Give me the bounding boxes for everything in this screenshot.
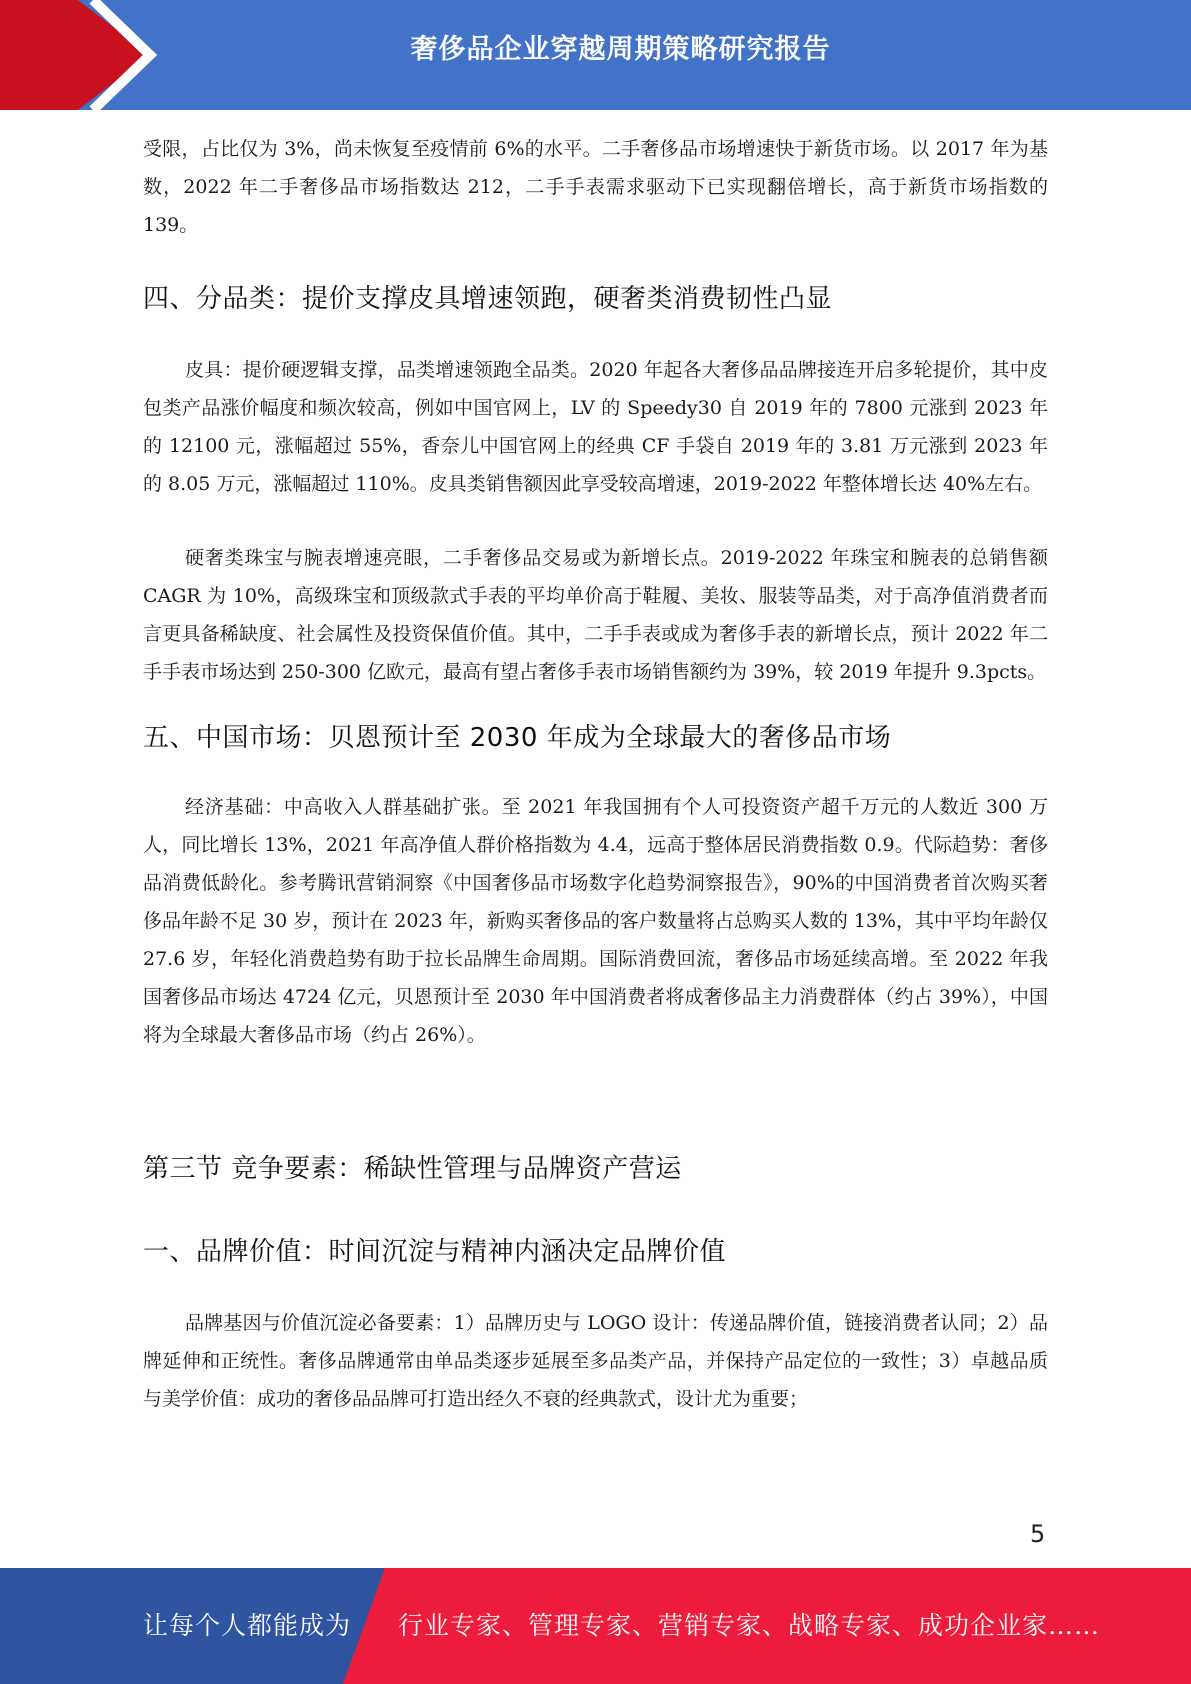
paragraph-china-market: 经济基础：中高收入人群基础扩张。至 2021 年我国拥有个人可投资资产超千万元的人数近 300 万人，同比增长 13%，2021 年高净值人群价格指数为 4.4，远高于整体居民消费指数 0.9。代际趋势：奢侈品消费低龄化。参考腾讯营销洞察《中国奢侈品市场数字化趋势洞察报告》，90%的中国消费者首次购买奢侈品年龄不足 30 岁，预计在 2023 年，新购买奢侈品的客户数量将占总购买人数的 13%，其中平均年龄仅 27.6 岁，年轻化消费趋势有助于拉长品牌生命周期。国际消费回流，奢侈品市场延续高增。至 2022 年我国奢侈品市场达 4724 亿元，贝恩预计至 2030 年中国消费者将成奢侈品主力消费群体（约占 39%），中国将为全球最大奢侈品市场（约占 26%）。 [143, 796, 1048, 1046]
page-number: 5 [1030, 1520, 1046, 1548]
paragraph-leather-goods: 皮具：提价硬逻辑支撑，品类增速领跑全品类。2020 年起各大奢侈品品牌接连开启多轮提价，其中皮包类产品涨价幅度和频次较高，例如中国官网上，LV 的 Speedy30 自 2019 年的 7800 元涨到 2023 年的 12100 元，涨幅超过 55%，香奈儿中国官网上的经典 CF 手袋自 2019 年的 3.81 万元涨到 2023 年的 8.05 万元，涨幅超过 110%。皮具类销售额因此享受较高增速，2019-2022 年整体增长达 40%左右。 [143, 359, 1048, 495]
header-banner [0, 0, 1191, 110]
paragraph-brand-value: 品牌基因与价值沉淀必备要素：1）品牌历史与 LOGO 设计：传递品牌价值，链接消费者认同；2）品牌延伸和正统性。奢侈品牌通常由单品类逐步延展至多品类产品，并保持产品定位的一致性；3）卓越品质与美学价值：成功的奢侈品品牌可打造出经久不衰的经典款式，设计尤为重要； [143, 1312, 1048, 1410]
page-content [143, 130, 1048, 1418]
footer-slogan-right: 行业专家、管理专家、营销专家、战略专家、成功企业家…… [398, 1611, 1101, 1640]
heading-china-market: 五、中国市场：贝恩预计至 2030 年成为全球最大的奢侈品市场 [143, 723, 892, 753]
footer-banner [0, 1568, 1191, 1684]
footer-slogan-left: 让每个人都能成为 [143, 1611, 352, 1640]
report-title: 奢侈品企业穿越周期策略研究报告 [410, 34, 831, 65]
paragraph-continued: 受限，占比仅为 3%，尚未恢复至疫情前 6%的水平。二手奢侈品市场增速快于新货市场。以 2017 年为基数，2022 年二手奢侈品市场指数达 212，二手手表需求驱动下已实现翻倍增长，高于新货市场指数的 139。 [143, 138, 1048, 236]
section-title: 第三节 竞争要素：稀缺性管理与品牌资产营运 [143, 1154, 682, 1184]
heading-category: 四、分品类：提价支撑皮具增速领跑，硬奢类消费韧性凸显 [143, 284, 833, 314]
heading-brand-value: 一、品牌价值：时间沉淀与精神内涵决定品牌价值 [143, 1237, 727, 1267]
paragraph-hard-luxury: 硬奢类珠宝与腕表增速亮眼，二手奢侈品交易或为新增长点。2019-2022 年珠宝和腕表的总销售额 CAGR 为 10%，高级珠宝和顶级款式手表的平均单价高于鞋履、美妆、服装等品类，对于高净值消费者而言更具备稀缺度、社会属性及投资保值价值。其中，二手手表或成为奢侈手表的新增长点，预计 2022 年二手手表市场达到 250-300 亿欧元，最高有望占奢侈手表市场销售额约为 39%，较 2019 年提升 9.3pcts。 [143, 547, 1048, 683]
